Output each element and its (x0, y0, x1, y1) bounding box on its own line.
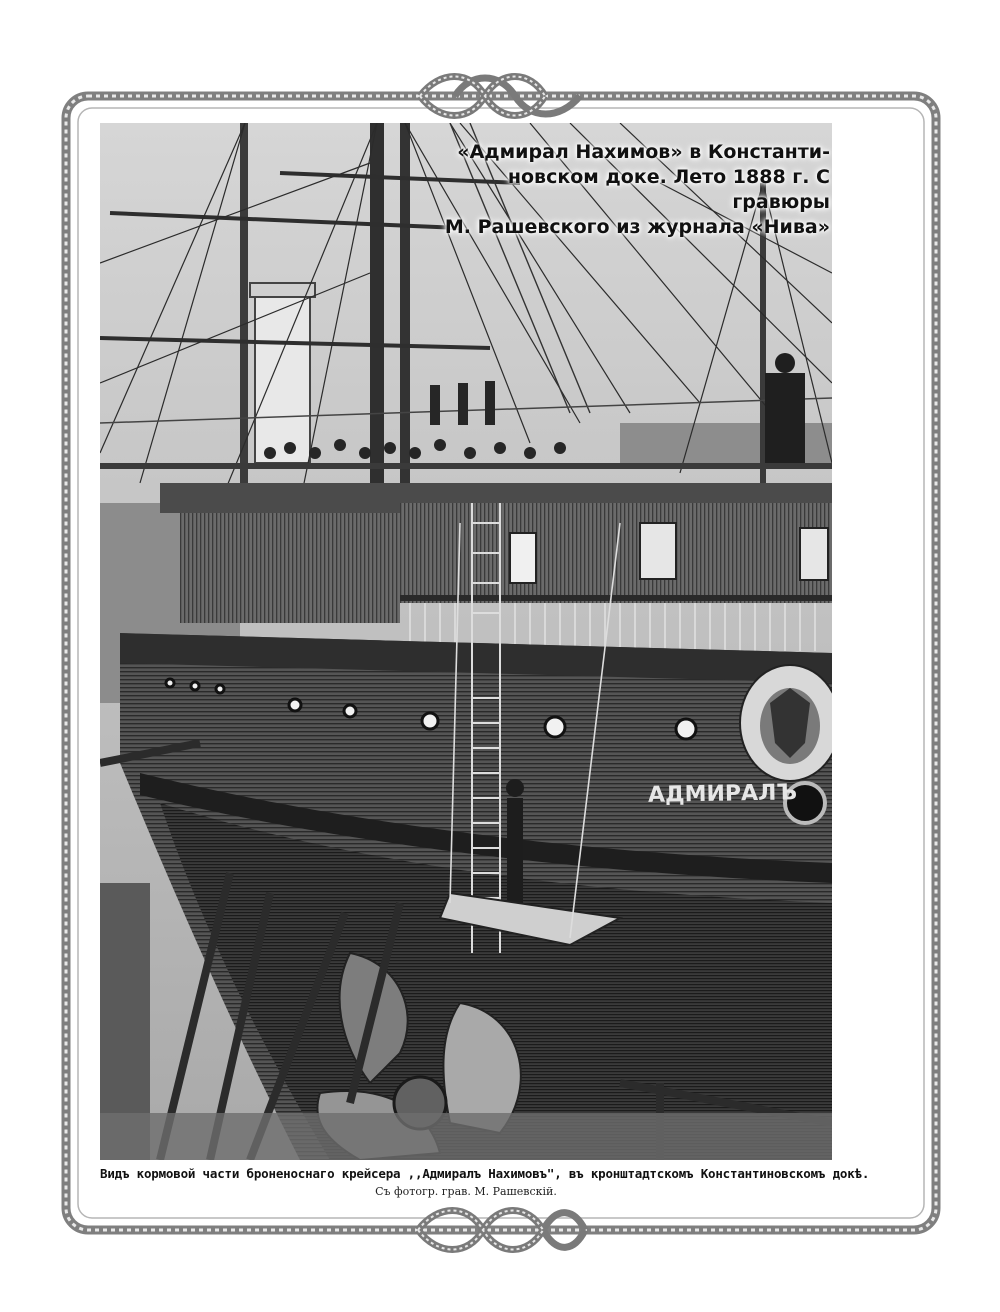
ship-engraving (100, 123, 832, 1160)
engraving-caption: Видъ кормовой части броненоснаго крейсера ,,Адмиралъ Нахимовъ", въ кронштадтскомъ Константиновскомъ докѣ. (100, 1166, 870, 1181)
engraving-credit: Съ фотогр. грав. М. Рашевскій. (375, 1185, 557, 1198)
inset-caption (440, 140, 830, 240)
inset-caption-line: М. Рашевского из журнала «Нива» (444, 216, 830, 238)
imperial-crest-icon (740, 665, 832, 781)
inset-caption-line: новском доке. Лето 1888 г. С гравюры (507, 166, 830, 213)
ship-in-dock-illustration (100, 123, 832, 1160)
hull-name: АДМИРАЛЪ (647, 780, 798, 808)
inset-caption-line: «Адмирал Нахимов» в Константи- (457, 141, 830, 163)
